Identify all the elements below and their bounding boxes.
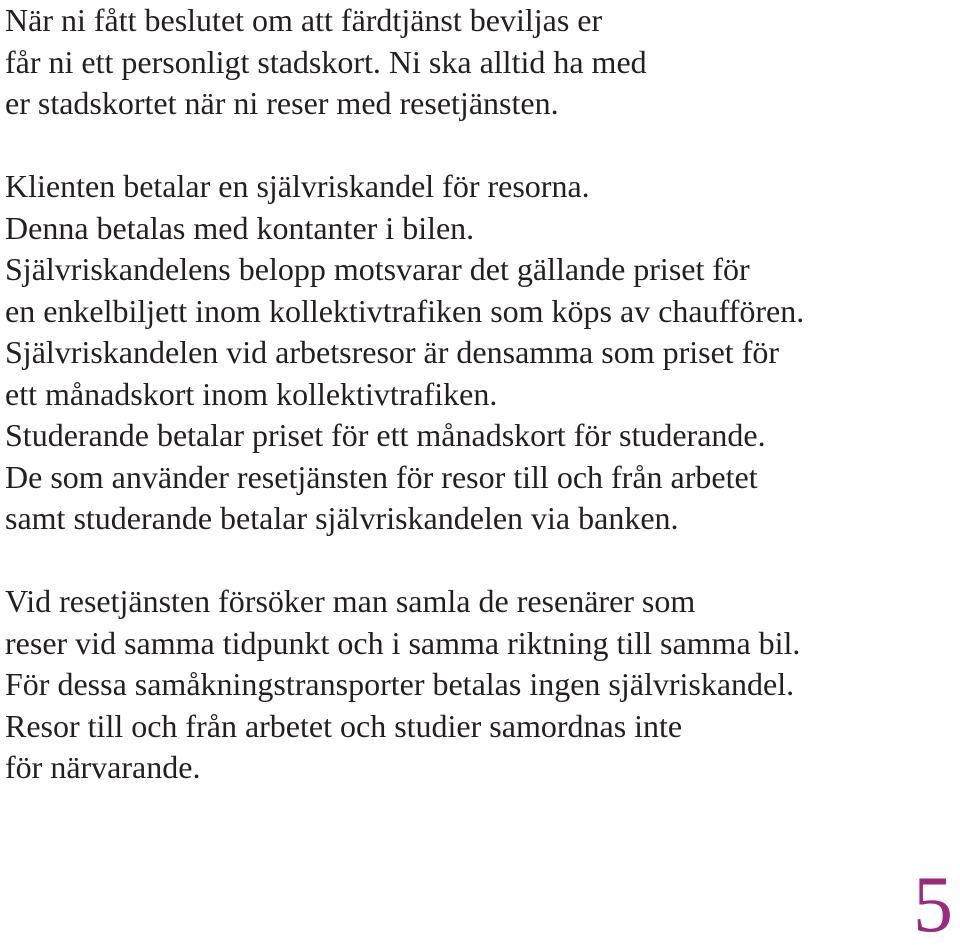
text-line: Denna betalas med kontanter i bilen.: [5, 209, 475, 246]
text-line: Självriskandelens belopp motsvarar det gällande priset för: [5, 251, 750, 287]
text-line: De som använder resetjänsten för resor till och från arbetet: [5, 458, 758, 495]
text-line: för närvarande.: [5, 749, 201, 785]
text-line: får ni ett personligt stadskort. Ni ska alltid ha med: [5, 43, 647, 80]
text-line: samt studerande betalar självriskandelen via banken.: [5, 500, 679, 536]
text-line: ett månadskort inom kollektivtrafiken.: [5, 375, 498, 412]
text-line: en enkelbiljett inom kollektivtrafiken som köps av chauffören.: [5, 292, 805, 329]
text-line: För dessa samåkningstransporter betalas ingen självriskandel.: [5, 666, 795, 702]
text-line: er stadskortet när ni reser med resetjänsten.: [5, 85, 559, 121]
text-line: Resor till och från arbetet och studier samordnas inte: [5, 707, 683, 744]
page-number: 5: [913, 861, 953, 945]
body-text: [5, 0, 955, 789]
paragraph-samakning: [5, 581, 955, 789]
text-line: Självriskandelen vid arbetsresor är densamma som priset för: [5, 334, 779, 370]
paragraph-gap: [5, 125, 955, 167]
text-line: Vid resetjänsten försöker man samla de resenärer som: [5, 583, 696, 619]
paragraph-stadskort: [5, 0, 955, 125]
text-line: Studerande betalar priset för ett månadskort för studerande.: [5, 417, 766, 453]
text-line: Klienten betalar en självriskandel för resorna.: [5, 168, 590, 204]
text-line: reser vid samma tidpunkt och i samma riktning till samma bil.: [5, 624, 801, 661]
paragraph-sjalvriskandel: [5, 166, 955, 540]
text-line: När ni fått beslutet om att färdtjänst beviljas er: [5, 2, 603, 38]
paragraph-gap: [5, 540, 955, 582]
